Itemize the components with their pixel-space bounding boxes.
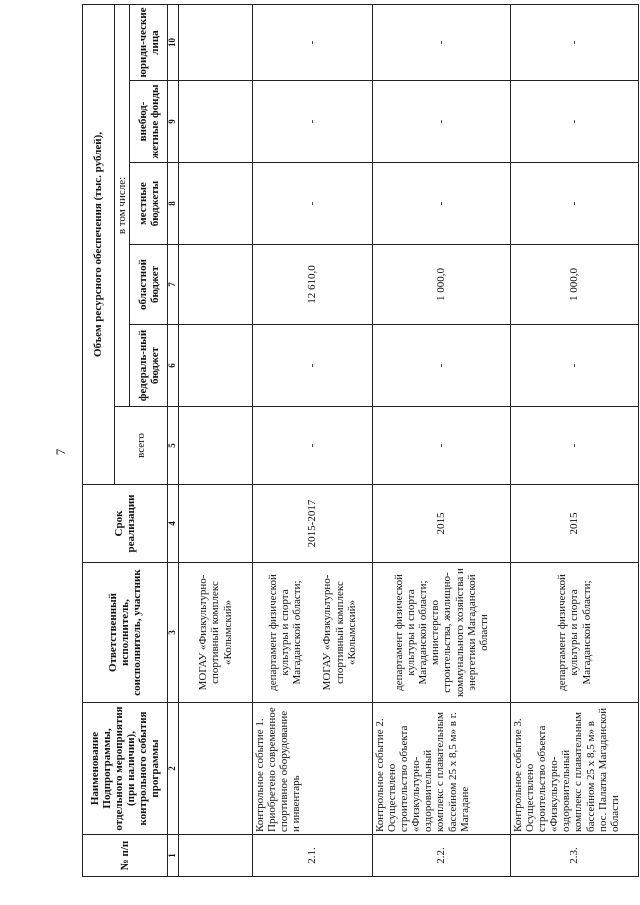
table-row bbox=[510, 5, 638, 877]
table-body bbox=[168, 5, 639, 877]
column-number: 8 bbox=[168, 163, 179, 245]
column-number: 9 bbox=[168, 81, 179, 163]
column-number: 6 bbox=[168, 325, 179, 407]
responsible-party: МОГАУ «Физкультурно-спортивный комплекс «Колымский» bbox=[321, 574, 358, 691]
column-number: 1 bbox=[168, 835, 179, 877]
cell-name: Контрольное событие 1. Приобретено современное спортивное оборудование и инвентарь bbox=[252, 703, 372, 835]
cell-extrabudget: - bbox=[510, 81, 638, 163]
header-including: в том числе: bbox=[115, 5, 130, 407]
cell-federal bbox=[178, 325, 252, 407]
cell-name: Контрольное событие 2. Осуществлено строительство объекта «Физкультурно-оздоровительный комплекс с плавательным бассейном 25 х 8,5 м» в г. Магадане bbox=[372, 703, 510, 835]
cell-total: - bbox=[510, 407, 638, 485]
table-row bbox=[252, 5, 372, 877]
cell-responsible bbox=[252, 563, 372, 703]
header-no: № п/п bbox=[83, 835, 168, 877]
cell-extrabudget bbox=[178, 81, 252, 163]
cell-total: - bbox=[372, 407, 510, 485]
cell-name: Контрольное событие 3. Осуществлено строительство объекта «Физкультурно-оздоровительный комплекс с плавательным бассейном 25 х 8,5 м» в пос. Палатка Магаданской области bbox=[510, 703, 638, 835]
cell-term: 2015-2017 bbox=[252, 485, 372, 563]
cell-local: - bbox=[252, 163, 372, 245]
cell-federal: - bbox=[252, 325, 372, 407]
responsible-party: департамент физической культуры и спорта Магаданской области; bbox=[267, 574, 304, 691]
cell-total bbox=[178, 407, 252, 485]
cell-legal bbox=[178, 5, 252, 81]
table-row bbox=[372, 5, 510, 877]
column-number: 7 bbox=[168, 245, 179, 325]
cell-federal: - bbox=[510, 325, 638, 407]
cell-local: - bbox=[372, 163, 510, 245]
header-name: Наименование Подпрограммы, отдельного мероприятия (при наличии), контрольного события программы bbox=[83, 703, 168, 835]
cell-no bbox=[178, 835, 252, 877]
cell-term: 2015 bbox=[510, 485, 638, 563]
cell-term bbox=[178, 485, 252, 563]
cell-responsible bbox=[178, 563, 252, 703]
column-number: 4 bbox=[168, 485, 179, 563]
column-number: 10 bbox=[168, 5, 179, 81]
cell-responsible bbox=[510, 563, 638, 703]
cell-local bbox=[178, 163, 252, 245]
cell-extrabudget: - bbox=[252, 81, 372, 163]
cell-federal: - bbox=[372, 325, 510, 407]
header-extrabudget: внебюд-жетные фонды bbox=[130, 81, 168, 163]
column-number: 5 bbox=[168, 407, 179, 485]
cell-name bbox=[178, 703, 252, 835]
cell-total: - bbox=[252, 407, 372, 485]
resource-table bbox=[82, 4, 639, 877]
header-responsible: Ответственный исполнитель, соисполнитель, участник bbox=[83, 563, 168, 703]
header-resources: Объем ресурсного обеспечения (тыс. рублей), bbox=[83, 5, 115, 485]
header-regional: областной бюджет bbox=[130, 245, 168, 325]
column-number: 2 bbox=[168, 703, 179, 835]
cell-regional: 1 000,0 bbox=[510, 245, 638, 325]
cell-extrabudget: - bbox=[372, 81, 510, 163]
cell-legal: - bbox=[372, 5, 510, 81]
column-number-row bbox=[168, 5, 179, 877]
cell-local: - bbox=[510, 163, 638, 245]
spacer bbox=[303, 565, 321, 700]
responsible-party: МОГАУ «Физкультурно-спортивный комплекс «Колымский» bbox=[197, 574, 234, 691]
cell-responsible bbox=[372, 563, 510, 703]
cell-no: 2.2. bbox=[372, 835, 510, 877]
resource-table-sheet bbox=[82, 5, 622, 877]
cell-legal: - bbox=[252, 5, 372, 81]
cell-no: 2.1. bbox=[252, 835, 372, 877]
cell-term: 2015 bbox=[372, 485, 510, 563]
responsible-party: департамент физической культуры и спорта Магаданской области; министерство строительства, жилищно-коммунального хозяйства и энергетики Магаданской области bbox=[393, 568, 490, 697]
cell-legal: - bbox=[510, 5, 638, 81]
cell-no: 2.3. bbox=[510, 835, 638, 877]
header-legal: юриди-ческие лица bbox=[130, 5, 168, 81]
header-term: Срок реализации bbox=[83, 485, 168, 563]
header-total: всего bbox=[115, 407, 168, 485]
cell-regional: 1 000,0 bbox=[372, 245, 510, 325]
column-number: 3 bbox=[168, 563, 179, 703]
table-row bbox=[178, 5, 252, 877]
cell-regional: 12 610,0 bbox=[252, 245, 372, 325]
page-number: 7 bbox=[53, 448, 68, 456]
header-local: местные бюджеты bbox=[130, 163, 168, 245]
cell-regional bbox=[178, 245, 252, 325]
responsible-party: департамент физической культуры и спорта Магаданской области; bbox=[556, 574, 593, 691]
header-federal: федераль-ный бюджет bbox=[130, 325, 168, 407]
